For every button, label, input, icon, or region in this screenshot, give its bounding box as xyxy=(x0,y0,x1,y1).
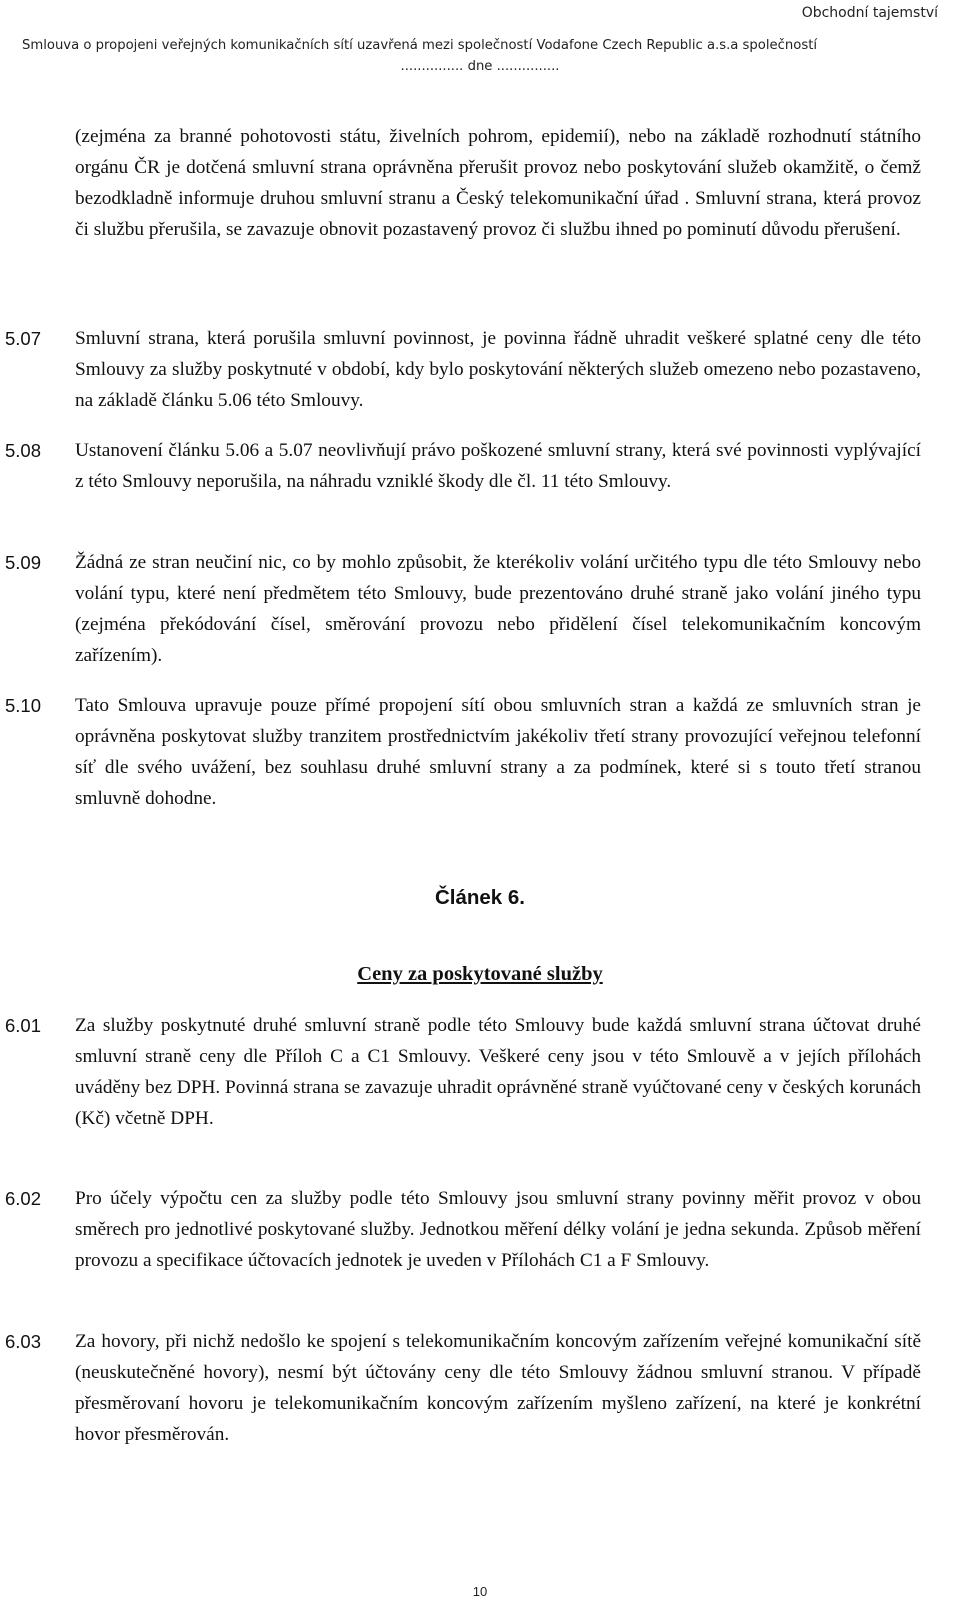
paragraph-number: 5.08 xyxy=(5,440,42,461)
paragraph-number: 5.07 xyxy=(5,328,42,349)
paragraph-text: Žádná ze stran neučiní nic, co by mohlo způsobit, že kterékoliv volání určitého typu dle této Smlouvy nebo volání typu, které není předmětem této Smlouvy, bude prezentováno druhé straně jako volání jiného typu (zejména překódování čísel, směrování provozu nebo přidělení čísel telekomunikačním koncovým zařízením). xyxy=(75,552,921,666)
paragraph-text: Smluvní strana, která porušila smluvní povinnost, je povinna řádně uhradit veškeré splatné ceny dle této Smlouvy za služby poskytnuté v období, kdy bylo poskytování některých služeb omezeno nebo pozastaveno, na základě článku 5.06 této Smlouvy. xyxy=(75,328,921,411)
contract-title: Smlouva o propojeni veřejných komunikačních sítí uzavřená mezi společností Vodafone Czech Republic a.s.a společností xyxy=(22,38,818,53)
page-number: 10 xyxy=(472,1584,488,1599)
paragraph-text: Za hovory, při nichž nedošlo ke spojení s telekomunikačním koncovým zařízením veřejné komunikační sítě (neuskutečněné hovory), nesmí být účtovány ceny dle této Smlouvy žádnou smluvní stranou. V případě přesměrovaní hovoru je telekomunikačním koncovým zařízením myšleno zařízení, na které je konkrétní hovor přesměrován. xyxy=(75,1331,921,1445)
continuation-paragraph: (zejména za branné pohotovosti státu, živelních pohrom, epidemií), nebo na základě rozhodnutí státního orgánu ČR je dotčená smluvní strana oprávněna přerušit provoz nebo poskytování služeb okamžitě, o čemž bezodkladně informuje druhou smluvní stranu a Český telekomunikační úřad . Smluvní strana, která provoz či službu přerušila, se zavazuje obnovit pozastavený provoz či službu ihned po pominutí důvodu přerušení. xyxy=(75,126,921,240)
paragraph-number: 6.02 xyxy=(5,1188,42,1209)
paragraph-text: Tato Smlouva upravuje pouze přímé propojení sítí obou smluvních stran a každá ze smluvních stran je oprávněna poskytovat služby tranzitem prostřednictvím jakékoliv třetí strany provozující veřejnou telefonní síť dle svého uvážení, bez souhlasu druhé smluvní strany a za podmínek, které si s touto třetí stranou smluvně dohodne. xyxy=(75,695,921,809)
article-subheading: Ceny za poskytované služby xyxy=(357,963,603,985)
paragraph-number: 5.10 xyxy=(5,695,42,716)
article-heading: Článek 6. xyxy=(434,886,526,909)
paragraph-number: 6.01 xyxy=(5,1015,42,1036)
paragraph-text: Za služby poskytnuté druhé smluvní straně podle této Smlouvy bude každá smluvní strana účtovat druhé smluvní straně ceny dle Příloh C a C1 Smlouvy. Veškeré ceny jsou v této Smlouvě a v jejích přílohách uváděny bez DPH. Povinná strana se zavazuje uhradit oprávněné straně vyúčtované ceny v českých korunách (Kč) včetně DPH. xyxy=(75,1015,921,1129)
confidentiality-label: Obchodní tajemství xyxy=(801,5,938,21)
paragraph-number: 6.03 xyxy=(5,1331,42,1352)
paragraph-text: Pro účely výpočtu cen za služby podle této Smlouvy jsou smluvní strany povinny měřit provoz v obou směrech pro jednotlivé poskytované služby. Jednotkou měření délky volání je jedna sekunda. Způsob měření provozu a specifikace účtovacích jednotek je uveden v Přílohách C1 a F Smlouvy. xyxy=(75,1188,921,1271)
contract-date-line: ............... dne ............... xyxy=(400,59,560,74)
paragraph-number: 5.09 xyxy=(5,552,42,573)
paragraph-text: Ustanovení článku 5.06 a 5.07 neovlivňují právo poškozené smluvní strany, která své povinnosti vyplývající z této Smlouvy neporušila, na náhradu vzniklé škody dle čl. 11 této Smlouvy. xyxy=(75,440,921,492)
